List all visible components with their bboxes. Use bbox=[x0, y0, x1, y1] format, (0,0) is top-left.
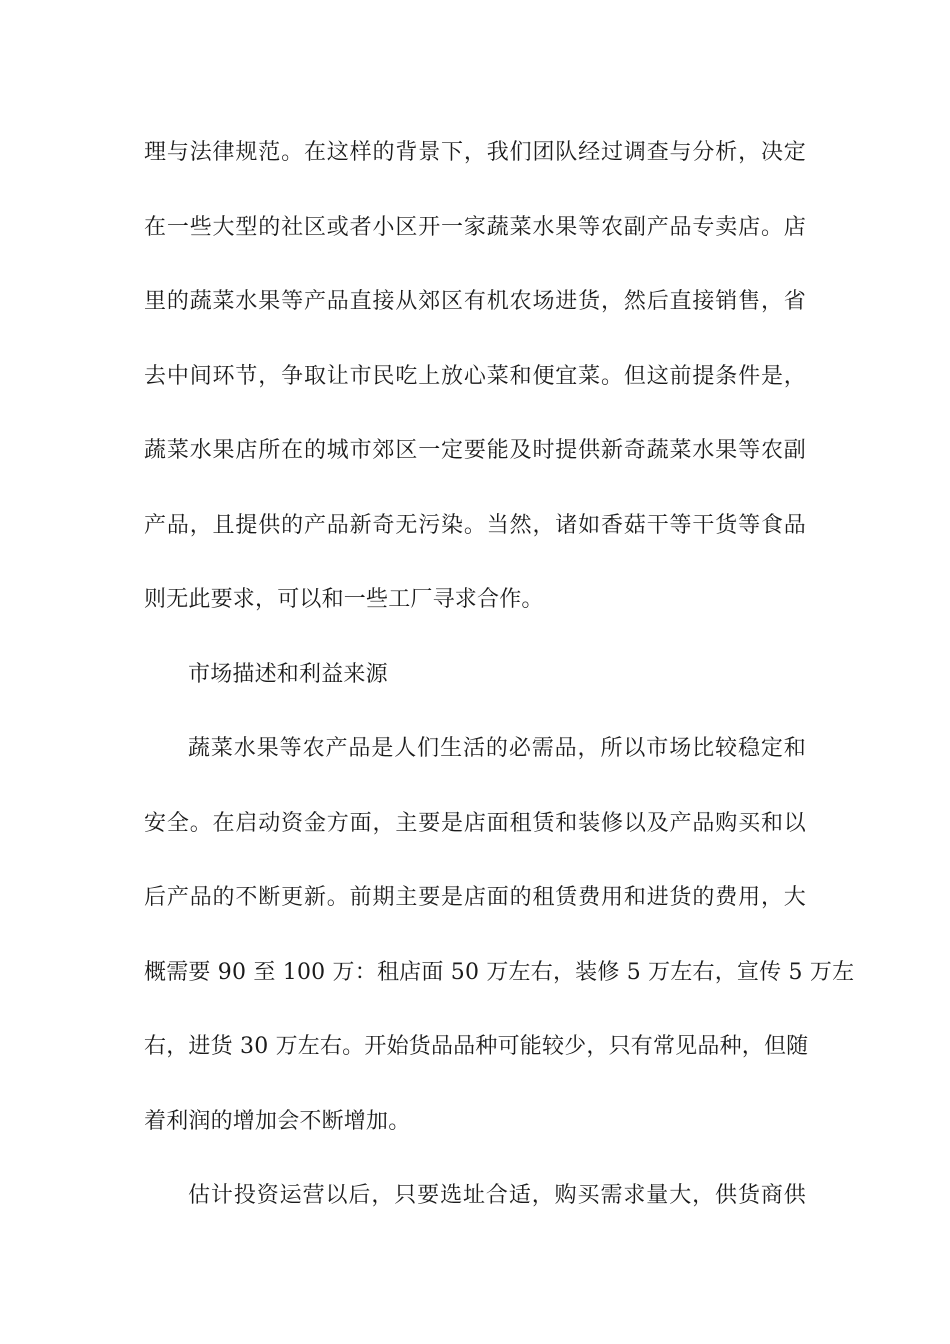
body-text-line: 则无此要求，可以和一些工厂寻求合作。 bbox=[144, 587, 544, 612]
body-text-line: 着利润的增加会不断增加。 bbox=[144, 1109, 411, 1134]
body-text-line: 产品，且提供的产品新奇无污染。当然，诸如香菇干等干货等食品 bbox=[144, 513, 806, 538]
section-heading: 市场描述和利益来源 bbox=[188, 662, 388, 687]
body-text-line: 蔬菜水果等农产品是人们生活的必需品，所以市场比较稳定和 bbox=[188, 736, 806, 761]
body-text-line: 去中间环节，争取让市民吃上放心菜和便宜菜。但这前提条件是， bbox=[144, 364, 806, 389]
body-text-line: 在一些大型的社区或者小区开一家蔬菜水果等农副产品专卖店。店 bbox=[144, 215, 806, 240]
body-text-line: 安全。在启动资金方面，主要是店面租赁和装修以及产品购买和以 bbox=[144, 811, 806, 836]
body-text-line: 估计投资运营以后，只要选址合适，购买需求量大，供货商供 bbox=[188, 1183, 806, 1208]
body-text-line: 蔬菜水果店所在的城市郊区一定要能及时提供新奇蔬菜水果等农副 bbox=[144, 438, 806, 463]
body-text-line: 理与法律规范。在这样的背景下，我们团队经过调查与分析，决定 bbox=[144, 140, 806, 165]
body-text-line: 后产品的不断更新。前期主要是店面的租赁费用和进货的费用，大 bbox=[144, 885, 806, 910]
body-text-line: 里的蔬菜水果等产品直接从郊区有机农场进货，然后直接销售，省 bbox=[144, 289, 806, 314]
body-text-line: 概需要 90 至 100 万：租店面 50 万左右，装修 5 万左右，宣传 5 万左 bbox=[144, 960, 855, 985]
body-text-line: 右，进货 30 万左右。开始货品品种可能较少，只有常见品种，但随 bbox=[144, 1034, 809, 1059]
